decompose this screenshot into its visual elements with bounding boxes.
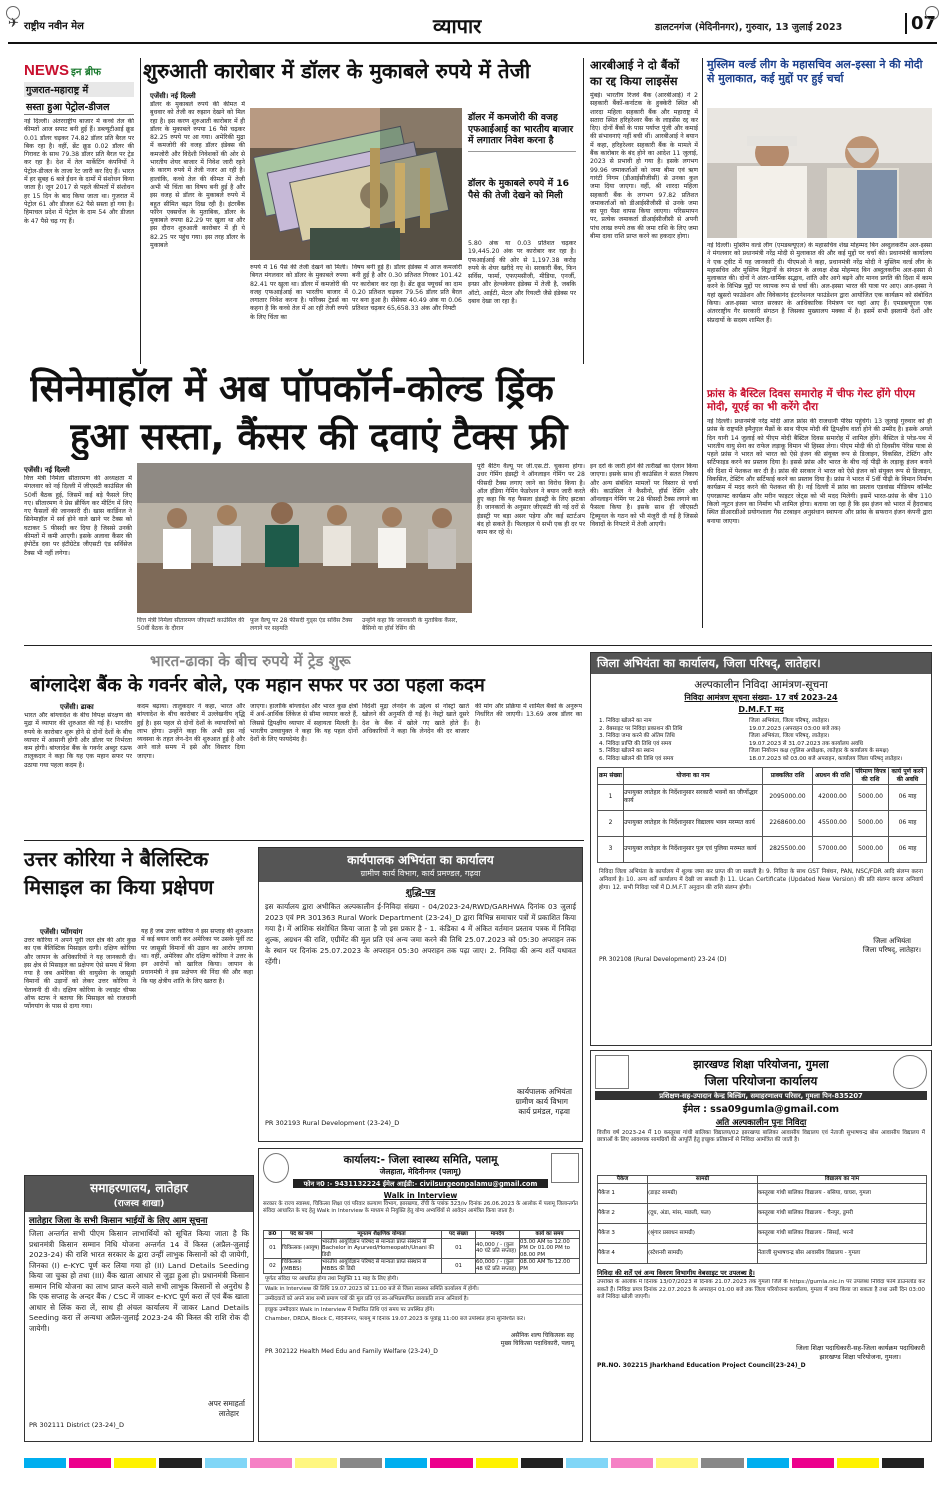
cinema-caption3: उन्होंने कहा कि जानकारी के मुताबिक कैंसर, बैसिनो या हॉर्स रेसिंग की — [362, 617, 458, 632]
rbi-body: मुंबई। भारतीय रिजर्व बैंक (आरबीआई) ने 2 सहकारी बैंकों-कर्नाटक के हुक्केरी स्थित श्री शारदा महिला सहकारी बैंक और महाराष्ट्र में सतारा स्थित हरिहरेश्वर बैंक के लाइसेंस रद्द कर दिए। दोनों बैंकों के पास पर्याप्त पूंजी और कमाई की संभावनाएं नहीं बची थीं। आरबीआई ने बयान में कहा, हरिहरेश्वर सहकारी बैंक के मामले में बैंक कारोबार के बंद होने का आदेश 11 जुलाई, 2023 से प्रभावी हो गया है। इसके लगभग 99.96 जमाकर्ताओं को जमा बीमा एवं ऋण गारंटी निगम (डीआईसीजीसी) से उनका कुल जमा दिया जाएगा। वहीं, श्री शारदा महिला सहकारी बैंक के लगभग 97.82 प्रतिशत जमाकर्ताओं को डीआईसीजीसी से उनके जमा का पूरा पैसा वापस किया जाएगा। परिसमापन पर, प्रत्येक जमाकर्ता डीआईसीजीसी से अपनी पांच लाख रुपये तक की जमा राशि के लिए जमा बीमा दावा राशि प्राप्त करने का हकदार होगा। — [590, 92, 698, 241]
brief-body: नई दिल्ली। अंतरराष्ट्रीय बाजार में कच्चे तेल की कीमतों आज सपाट बनी हुई हैं। डब्ल्यूटीआई क्रूड 0.01 डॉलर चढ़कर 74.82 डॉलर प्रति बैरल पर बिक रहा है। वहीं, ब्रेंट क्रूड 0.02 डॉलर की गिरावट के साथ 79.38 डॉलर प्रति बैरल पर ट्रेड कर रहा है। देश में तेल मार्केटिंग कंपनियों ने पेट्रोल-डीजल के ताजा रेट जारी कर दिए हैं। भारत में हर सुबह 6 बजे ईंधन के दामों में संशोधन किया जाता है। जून 2017 से पहले कीमतों में संशोधन हर 15 दिन के बाद किया जाता था। गुजरात में पेट्रोल 61 और डीजल 62 पैसे सस्ता हो गया है। हिमाचल प्रदेश में पेट्रोल के दाम 54 और डीजल के 47 पैसे चढ़ गए हैं। — [24, 118, 134, 225]
health-signer1: असैनिक शल्य चिकित्सक सह — [510, 1331, 574, 1339]
schedule-key: 3. निविदा जमा करने की अंतिम तिथि — [599, 733, 675, 740]
cinema-caption2: फूल वैल्यू पर 28 फीसदी गुड्स एंड सर्विस टैक्स लगाने पर सहमति — [250, 617, 353, 632]
table-row — [598, 1224, 927, 1244]
gumla-cell: कस्तूरबा गांधी बालिका विद्यालय - बसिया, घाघरा, गुमला — [758, 1184, 927, 1204]
cinema-col2: पूरी बैटिंग वैल्यू पर जी.एस.टी. चुकाना होगा। उधर गेमिंग इंडस्ट्री ने ऑनलाइन गेमिंग पर 28 फीसदी टैक्स लगाए जाने का विरोध किया है। ऑल इंडिया गेमिंग फेडरेशन ने बयान जारी करते हुए कहा कि यह फैसला इंडस्ट्री के लिए झटका है। जानकारों के अनुसार जीएसटी की नई दरों से इंडस्ट्री पर बड़ा असर पड़ेगा और कई स्टार्टअप बंद हो सकते हैं। फिलहाल ये सभी एक ही दर पर काम कर रहे थे। — [477, 463, 585, 537]
zila-cell: उपायुक्त लातेहार के निर्देशानुसार विद्यालय भवन मरम्मत कार्य — [624, 810, 763, 836]
garhwa-signer2: ग्रामीण कार्य विभाग — [515, 1097, 568, 1106]
health-th: पद का नाम — [282, 1231, 322, 1239]
zila-th: क्रम संख्या — [598, 767, 624, 784]
table-row — [598, 836, 927, 862]
zila-pr: PR 302108 (Rural Development) 23-24 (D) — [599, 955, 727, 963]
zila-table — [597, 767, 927, 863]
gumla-title1: झारखण्ड शिक्षा परियोजना, गुमला — [693, 1058, 829, 1071]
samagra-shiksha-logo-icon — [595, 1055, 629, 1089]
collectorate-signer-place: लातेहार — [218, 1409, 239, 1418]
health-cell: चिकित्सक (MBBS) — [282, 1259, 322, 1273]
zila-cell: 5000.00 — [853, 810, 889, 836]
garhwa-signer3: कार्य प्रमंडल, गढ़वा — [518, 1107, 570, 1116]
zila-title: अल्पकालीन निविदा आमंत्रण-सूचना — [694, 679, 828, 691]
health-cell: 40,000 / - (कुल 40 घंटे प्रति सप्ताह) — [476, 1238, 520, 1259]
jharkhand-emblem-icon — [893, 1055, 927, 1089]
gumla-cell: कस्तूरबा गांधी बालिका विद्यालय - सिसई, भरनो — [758, 1224, 927, 1244]
gumla-cell: पैकेज 4 — [598, 1244, 648, 1264]
lead-byline: एजेंसी। नई दिल्ली — [150, 92, 196, 100]
health-cell: 08.00 AM To 12.00 PM — [520, 1259, 580, 1273]
collectorate-notice — [24, 1175, 254, 1442]
jharkhand-emblem-icon — [263, 1153, 289, 1183]
nk-col1: उत्तर कोरिया ने अपने पूर्वी जल क्षेत्र की ओर कुछ का एक बैलिस्टिक मिसाइल दागी। दक्षिण कोरिया और जापान के अधिकारियों ने यह जानकारी दी। इस क्षेत्र से मिसाइल का प्रक्षेपण ऐसे समय में किया गया है जब अमेरिका की वायुसेना के जासूसी विमानों की उड़ानों को लेकर उत्तर कोरिया ने चेतावनी दी थी। दक्षिण कोरिया के ज्वाइंट चीफ्स ऑफ स्टाफ ने बताया कि मिसाइल को राजधानी प्योंगयांग के पास से दागा गया। — [24, 937, 136, 1011]
gumla-cell: (डाइट सामग्री) — [648, 1184, 758, 1204]
zila-cell: 1 — [598, 784, 624, 810]
gumla-signer1: जिला शिक्षा पदाधिकारी-सह-जिला कार्यक्रम पदाधिकारी — [796, 1344, 925, 1353]
collectorate-pr: PR 302111 District (23-24)_D — [29, 1421, 125, 1429]
garhwa-pr: PR 302193 Rural Development (23-24)_D — [265, 1119, 400, 1127]
modi-photo — [707, 108, 932, 238]
schedule-key: 2. वेबसाइट पर निविदा प्रकाशन की तिथि — [599, 725, 683, 732]
table-row — [598, 1244, 927, 1264]
schedule-key: 1. निविदा खोलने का नाम — [599, 718, 652, 724]
nk-col2: यह है जब उत्तर कोरिया ने इस सप्ताह की शुरुआत में कई बयान जारी कर अमेरिका पर उसके पूर्वी तट पर जासूसी विमानों की उड़ान का आरोप लगाया था। वहीं, अमेरिका और दक्षिण कोरिया ने उत्तर के इन आरोपों को खारिज किया। जापान के प्रधानमंत्री ने इस प्रक्षेपण की निंदा की और कहा कि यह क्षेत्रीय शांति के लिए खतरा है। — [141, 928, 253, 985]
zila-cell: 2095000.00 — [763, 784, 813, 810]
health-footer: इच्छुक उम्मीदवार Walk in Interview में निर्धारित तिथि एवं समय पर उपस्थित होंगे। — [265, 1306, 435, 1313]
news-brief — [24, 60, 134, 360]
garhwa-signer1: कार्यपालक अभियंता — [517, 1087, 572, 1096]
health-cell: भारतीय आयुर्विज्ञान परिषद से मान्यता प्राप्त संस्थान से Bachelor in Ayurved/Homeopath/Unani की डिग्री — [322, 1238, 442, 1259]
collectorate-notice-head: लातेहार जिला के सभी किसान भाईयों के लिए आम सूचना — [29, 1216, 208, 1226]
collectorate-header — [25, 1176, 253, 1212]
bird-logo-icon: ✈ — [8, 16, 19, 31]
currency-photo-art — [250, 108, 462, 260]
color-bar — [24, 1458, 924, 1468]
health-table-header — [264, 1231, 580, 1239]
schedule-value: जिला अभियंता, जिला परिषद्, लातेहार। — [749, 718, 830, 724]
garhwa-body: इस कार्यालय द्वारा अभीकित अल्पकालीन ई-निविदा संख्या - 04/2023-24/RWD/GARHWA दिनांक 03 जुलाई 2023 एवं PR 301363 Rural Work Department (23-24)_D द्वारा विभिन्न समाचार पत्रों में प्रकाशित किया गया है। में आंशिक संशोधित किया जाता है जो इस प्रकार है - 1. कंडिका 4 में अंकित वर्तमान प्रस्ताव पत्रक में निविदा शुल्क, अग्रधन की राशि, एग्रीमेंट की मूल प्रति एवं अन्य जमा करने की तिथि 25.07.2023 को 05:30 अपराहन तक के स्थान पर दिनांक 25.07.2023 के अपराहन 05:30 अपराहन तक पढ़ा जाए। 2. निविदा की अन्य शर्तें यथावत रहेंगी। — [265, 902, 576, 966]
health-cell: भारतीय आयुर्विज्ञान परिषद से मान्यता प्राप्त संस्थान से MBBS की डिग्री — [322, 1259, 442, 1273]
list-item — [599, 733, 925, 741]
gumla-address: प्रशिक्षण-सह-उपादान केन्द्र बिल्डिंग, समाहरणालय परिसर, गुमला पिन-835207 — [595, 1091, 927, 1100]
schedule-value: जिला नियोजन कक्ष (पुलिस अधीक्षक, लातेहार के कार्यालय के समक्ष) — [749, 748, 889, 755]
masthead — [8, 12, 937, 44]
gumla-body: उपरोक्त के आलोक में दिनांक 13/07/2023 से दिनांक 21.07.2023 तक गुमला जिले के https://gumla.nic.in पर उपलब्ध निविदा फॉर्म डाउनलोड कर सकते हैं। निविदा प्रपत्र दिनांक 22.07.2023 के अपराहन 01:00 बजे तक जिला परियोजना कार्यालय, गुमला में जमा किया जा सकता है तथा उसी दिन 03:00 बजे निविदा खोली जाएगी। — [597, 1279, 925, 1301]
rbi-headline1: आरबीआई ने दो बैंकों — [590, 58, 680, 72]
bangla-kicker: भारत-ढाका के बीच रुपये में ट्रेड शुरू — [150, 652, 351, 670]
garhwa-notice-head: शुद्धि-पत्र — [405, 888, 436, 898]
schedule-value: 19.07.2023 (अपराहन 03:00 बजे तक) — [749, 725, 841, 732]
lead-col3: विषय बनी हुई है। डॉलर इंडेक्स में आज कमजोरी बनी हुई है और 0.30 प्रतिशत गिरकर 101.42 पर कारोबार कर रहा है। ब्रेंट क्रूड फ्यूचर्स का दाम 0.20 प्रतिशत चढ़कर 79.56 डॉलर प्रति बैरल पर बना हुआ है। सेंसेक्स 40.49 अंक या 0.06 प्रतिशत चढ़कर 65,658.33 अंक और निफ्टी — [352, 264, 462, 313]
garhwa-header — [259, 848, 582, 882]
zila-cell: 5000.00 — [853, 836, 889, 862]
health-cell: 01 — [442, 1259, 476, 1273]
health-cell: 03.00 AM to 12.00 PM Or 01.00 PM to 08.00 PM — [520, 1238, 580, 1259]
health-th: क्र0 — [264, 1231, 282, 1239]
gumla-th: पैकेज — [598, 1176, 648, 1184]
zila-cell: 06 माह — [889, 836, 927, 862]
gumla-cell: (दूध, अंडा, मांस, मछली, फल) — [648, 1204, 758, 1224]
zila-dmft: D.M.F.T मद — [738, 705, 784, 714]
cinema-headline1: सिनेमाहॉल में अब पॉपकॉर्न-कोल्ड ड्रिंक — [30, 367, 554, 410]
bangla-col3: जाएगा। हालांकि बांग्लादेश और भारत कुछ क्षेत्रों में अर्थ-आर्थिक लिंकेज से सीमा व्यापार करते हैं, जिससे द्विपक्षीय व्यापार में सहायता मिलती है। भारतीय उच्चायुक्त ने कहा कि यह पहल दोनों देशों के लिए फायदेमंद है। — [250, 703, 358, 744]
zila-cell: 5000.00 — [853, 784, 889, 810]
gumla-cell: नेताजी सुभाषचन्द्र बोस आवासीय विद्यालय - गुमला — [758, 1244, 927, 1264]
paper-name: राष्ट्रीय नवीन मेल — [24, 21, 84, 32]
health-th: न्यूनतम शैक्षणिक योग्यता — [322, 1231, 442, 1239]
currency-photo — [250, 108, 462, 260]
health-cell: चिकित्सक (आयुष) — [282, 1238, 322, 1259]
gumla-signer2: झारखण्ड शिक्षा परियोजना, गुमला। — [819, 1353, 901, 1362]
list-item — [599, 748, 925, 756]
zila-th: कार्य पूर्ण करने की अवधि — [889, 767, 927, 784]
lead-col1: डॉलर के मुकाबले रुपये की कीमत में बुधवार को तेजी का रुझान देखने को मिल रहा है। इस करण शुरुआती कारोबार में ही डॉलर के मुकाबले रुपया 16 पैसे चढ़कर 82.25 रुपये पर आ गया। अमेरिकी मुद्रा में कमजोरी की वजह डॉलर इंडेक्स की कमजोरी और विदेशी निवेशकों की ओर से भारतीय शेयर बाजार में निवेश जारी रहने के कारण रुपये में तेजी नजर आ रही है। हालांकि, कच्चे तेल की कीमत में तेजी अभी भी चिंता का विषय बनी हुई है और इस वजह से डॉलर के मुकाबले रुपये में बहुत सीमित बढ़त दिख रही है। इंटरबैंक फॉरेन एक्सचेंज के मुताबिक, डॉलर के मुकाबले रुपया 82.29 पर खुला था और इस दौरान शुरुआती कारोबार में ही ये 82.25 पर पहुंच गया। इस तरह डॉलर के मुकाबले — [150, 101, 245, 250]
health-table — [263, 1230, 580, 1274]
health-note4: Walk in Interview की तिथि 19.07.2023 को 11:00 बजे से जिला स्वास्थ्य समिति कार्यालय में होगी। — [259, 1285, 582, 1295]
zila-th: परिमाण विपत्र की राशि — [853, 767, 889, 784]
bangla-headline: बांग्लादेश बैंक के गवर्नर बोले, एक महान सफर पर उठा पहला कदम — [30, 675, 485, 696]
bangla-col1: भारत और बांग्लादेश के बीच विपक्ष संरक्षण की मुद्रा में व्यापार की शुरुआत की गई है। भारतीय रुपये के कारोबार शुरू होने से दोनों देशों के बीच व्यापार में आसानी होगी और डॉलर पर निर्भरता कम होगी। बांग्लादेश बैंक के गवर्नर अब्दुर रऊफ तालुकदार ने कहा कि यह एक महान सफर पर उठाया गया पहला कदम है। — [24, 712, 132, 769]
health-th: पद संख्या — [442, 1231, 476, 1239]
health-address: जेलहाता, मेदिनीनगर (पलामू) — [379, 1167, 462, 1176]
health-cell: 01 — [442, 1238, 476, 1259]
zila-th: प्राक्कलित राशि — [763, 767, 813, 784]
zila-cell: 06 माह — [889, 810, 927, 836]
gumla-cell: कस्तूरबा गांधी बालिका विद्यालय - चैनपुर, डुमरी — [758, 1204, 927, 1224]
modi-photo-art — [707, 108, 932, 238]
health-intro: सरकार के राज्य स्वास्थ्य, चिकित्सा शिक्षा एवं परिवार कल्याण विभाग, झारखण्ड, राँची के पत्रांक 323/iv दिनांक 26.06.2023 के आलोक में पलामू जिलान्तर्गत संविदा आधारित के पद हेतु Walk in Interview के माध्यम से नियुक्ति हेतु योग्य अभ्यर्थियों से आवेदन आमंत्रित किया जाता है। — [263, 1201, 578, 1214]
gumla-intro: वित्तीय वर्ष 2023-24 में 10 कस्तूरबा गांधी बालिका विद्यालय/02 झारखण्ड बालिका आवासीय विद्यालय एवं नेताजी सुभाषचन्द्र बोस आवासीय विद्यालय में छात्राओं के लिए आवश्यक सामग्रियों की आपूर्ति हेतु इच्छुक प्रतिष्ठानों से निविदा आमंत्रित की जाती है। — [597, 1130, 925, 1144]
gumla-table — [597, 1175, 927, 1264]
health-notice — [258, 1148, 583, 1442]
lead-headline: शुरुआती कारोबार में डॉलर के मुकाबले रुपये में तेजी — [143, 59, 531, 83]
gumla-sub-head: निविदा की शर्तें एवं अन्य विवरण विभागीय वेबसाइट पर उपलब्ध है। — [597, 1269, 755, 1278]
nk-headline2: मिसाइल का किया प्रक्षेपण — [24, 875, 214, 899]
schedule-value: 18.07.2023 को 03.00 बजे अपराहन, कार्यालय जिला परिषद् लातेहार। — [749, 755, 903, 762]
schedule-key: 4. निविदा प्राप्ति की तिथि एवं समय — [599, 740, 672, 747]
brief-head1: गुजरात-महाराष्ट्र में — [24, 82, 134, 97]
gumla-notice-head: अति अल्पकालीन पुनः निविदा — [715, 1118, 807, 1128]
bangla-byline: एजेंसी। ढाका — [60, 703, 94, 711]
collectorate-subtitle: (राजस्व शाखा) — [113, 1199, 165, 1209]
table-row — [598, 784, 927, 810]
gumla-th: सामग्री — [648, 1176, 758, 1184]
health-th: कार्य का समय — [520, 1231, 580, 1239]
list-item — [599, 718, 925, 726]
health-note5: उम्मीदवारों को अपने साथ सभी प्रमाण पत्रों की मूल प्रति एवं स्व-अभिप्रमाणित छायाप्रति लाना अनिवार्य है। — [259, 1295, 582, 1305]
zila-cell: 2268600.00 — [763, 810, 813, 836]
zila-cell: उपायुक्त लातेहार के निर्देशानुसार पुल एवं पुलिया मरम्मत कार्य — [624, 836, 763, 862]
gumla-title2: जिला परियोजना कार्यालय — [704, 1074, 818, 1088]
gumla-cell: पैकेज 3 — [598, 1224, 648, 1244]
schedule-key: 6. निविदा खोलने की तिथि एवं समय — [599, 755, 674, 762]
news-badge: NEWS — [24, 62, 69, 79]
zila-cell: 2825500.00 — [763, 836, 813, 862]
collectorate-signer: अपर समाहर्ता — [207, 1399, 245, 1408]
zila-table-header — [598, 767, 927, 784]
cinema-caption1: वित्त मंत्री निर्मला सीतारमण जीएसटी काउंसिल की 50वीं बैठक के दौरान — [137, 617, 245, 632]
gumla-cell: पैकेज 1 — [598, 1184, 648, 1204]
modi-headline: मुस्लिम वर्ल्ड लीग के महासचिव अल-इस्सा ने की मोदी से मुलाकात, कई मुद्दों पर हुई चर्चा — [707, 58, 923, 85]
registration-mark — [6, 6, 20, 20]
health-signer2: मुख्य चिकित्सा पदाधिकारी, पलामू — [500, 1339, 574, 1347]
france-body: नई दिल्ली। प्रधानमंत्री नरेंद्र मोदी आज फ्रांस की राजधानी पेरिस पहुंचेंगे। 13 जुलाई गुरुवार को ही फ्रांस के राष्ट्रपति इमैनुएल मैक्रों के साथ पीएम मोदी की द्विपक्षीय वार्ता होने की उम्मीद है। इसके अगले दिन यानी 14 जुलाई को पीएम मोदी बैस्टिल दिवस समारोह में शामिल होंगे। बैस्टिल डे परेड-पथ में भारतीय वायु सेना का राफेल लड़ाकू विमान भी हिस्सा लेगा। पीएम मोदी की दो दिवसीय पेरिस यात्रा से पहले फ्रांस ने भारत को भारत को ऐसे इंजन की संयुक्त रूप से डिजाइन, विकसित, टेस्टिंग और सर्टिफाइड करने का प्रस्ताव दिया है। इससे फ्रांस और भारत के बीच नई पीढ़ी के लड़ाकू इंजन बनाने की दिशा में पेशकश कर दी है। फ्रांस की सरकार ने भारत को ऐसे इंजन को संयुक्त रूप से डिजाइन, विकसित, टेस्टिंग और सर्टिफाई करने का प्रस्ताव दिया है। फ्रांस ने भारत में 5वीं पीढ़ी के विमान निर्माण कार्यक्रम में मदद करने की पेशकश की है। नई दिल्ली में फ्रांस का प्रस्ताव एडवांस्ड मीडियम कॉम्बैट एयरक्राफ्ट कार्यक्रम और मरीन फाइटर जेट्स को भी मदद मिलेगी। इसमें भारत-फ्रांस के बीच 110 किलो न्यूटन इंजन का निर्माण भी शामिल होगा। बताया जा रहा है कि इस इंजन को भारत में हैदराबाद स्थित डीआरडीओ प्रयोगशाला गैस टरबाइन अनुसंधान स्थापना और फ्रांस के सफरान इंजन कंपनी द्वारा बनाया जाएगा। — [707, 418, 932, 525]
cinema-byline: एजेंसी। नई दिल्ली — [24, 466, 70, 474]
zila-cell: 2 — [598, 810, 624, 836]
table-row — [598, 1184, 927, 1204]
registration-mark — [925, 6, 939, 20]
gumla-cell: (स्टेशनरी सामग्री) — [648, 1244, 758, 1264]
bangla-col2: कदम बढ़ाया। तालुकदार ने कहा, भारत और बांग्लादेश के बीच कारोबार में उल्लेखनीय वृद्धि हुई है। इस पहल से दोनों देशों के व्यापारियों को लाभ होगा। उन्होंने कहा कि अभी इस नई व्यवस्था के तहत लेन-देन की शुरुआत हुई है और आने वाले समय में इसे और विस्तार दिया जाएगा। — [137, 703, 245, 760]
france-headline: फ्रांस के बैस्टिल दिवस समारोह में चीफ गेस्ट होंगे पीएम मोदी, यूएई का भी करेंगे दौरा — [707, 388, 916, 413]
cinema-headline2: हुआ सस्ता, कैंसर की दवाएं टैक्स फ्री — [70, 415, 568, 458]
section-title: व्यापार — [433, 14, 482, 38]
nk-byline: एजेंसी। प्योंगयांग — [40, 928, 83, 936]
gumla-table-header — [598, 1176, 927, 1184]
lead-col2: रुपये में 16 पैसे की तेजी देखने को मिली। बिगत मंगलवार को डॉलर के मुकाबले रुपया 82.41 पर खुला था। डॉलर में कमजोरी की वजह एफआईआई का भारतीय बाजार में लगातार निवेश करना है। फॉरेक्स ट्रेडर्स का कहना है कि कच्चे तेल में आ रही तेजी रुपये के लिए चिंता का — [250, 264, 348, 321]
schedule-value: 19.07.2023 से 31.07.2023 तक कार्यालय अवधि — [749, 740, 863, 747]
zila-notice — [590, 652, 932, 1046]
gumla-pr: PR.NO. 302215 Jharkhand Education Project Council(23-24)_D — [597, 1362, 806, 1370]
health-notice-head: Walk in Interview — [383, 1191, 458, 1200]
cinema-col3: इन दरों के जारी होने की तारीखों का ऐलान किया जाएगा। इसके साथ ही काउंसिल ने सतत निकाय और अन्य संबंधित मामलों पर विस्तार से चर्चा की। काउंसिल ने कैसीनो, हॉर्स रेसिंग और ऑनलाइन गेमिंग पर 28 फीसदी टैक्स लगाने का फैसला किया है। इसके साथ ही जीएसटी ट्रिब्यूनल के गठन को भी मंजूरी दी गई है जिससे विवादों के निपटारे में तेजी आएगी। — [590, 463, 698, 529]
garhwa-notice — [258, 847, 583, 1142]
zila-cell: 45500.00 — [813, 810, 853, 836]
gumla-th: विद्यालय का नाम — [758, 1176, 927, 1184]
page-number: 07 — [905, 13, 936, 34]
list-item — [599, 756, 925, 764]
zila-signer2: जिला परिषद्, लातेहार। — [862, 945, 921, 954]
nk-headline1: उत्तर कोरिया ने बैलिस्टिक — [24, 847, 209, 871]
brief-head2: सस्ता हुआ पेट्रोल-डीजल — [24, 99, 134, 115]
garhwa-title2: ग्रामीण कार्य विभाग, कार्य प्रमण्डल, गढ़वा — [360, 869, 481, 878]
gst-meeting-photo — [137, 463, 472, 613]
health-chamber: Chamber, DRDA, Block C, मेदिनीनगर, पलामू में दिनांक 19.07.2023 के पूर्वाह्न 11:00 बजे उपस्थित होना सुनिश्चित करें। — [265, 1315, 525, 1322]
lead-pull1: डॉलर में कमजोरी की वजह एफआईआई का भारतीय बाजार में लगातार निवेश करना है — [468, 112, 576, 152]
nhm-logo-icon — [551, 1153, 579, 1183]
gumla-email: ईमेल : ssa09gumla@gmail.com — [682, 1104, 840, 1115]
cinema-col1: वित्त मंत्री निर्मला सीतारमण की अध्यक्षता में मंगलवार को नई दिल्ली में जीएसटी काउंसिल की 50वीं बैठक हुई, जिसमें कई बड़े फैसले लिए गए। सीतारमण ने प्रेस ब्रीफिंग कर मीटिंग में लिए गए फैसलों की जानकारी दी। खास कार्डिनल ने सिनेमाहॉल में सर्व होने वाले खाने पर टैक्स को घटाकर 5 फीसदी कर दिया है जिससे उनकी कीमतों में कमी आएगी। इसके अलावा कैंसर की इंपोर्टेड दवा पर इंटीग्रेटेड जीएसटी एंड सर्विसेज टैक्स भी नहीं लगेगा। — [24, 475, 132, 557]
bangla-col4: विदेशी मुद्रा लेनदेन के उद्देश्य से नोस्ट्रो खाते खोलने की अनुमति दी गई है। नेस्ट्रो खाते दूसरे देश के बैंक में खोले गए खाते होते हैं। अधिकारियों ने कहा कि लेनदेन की दर बाजार की मांग और प्रक्रिया में शामिल बैंकों के अनुरूप निर्धारित की जाएगी। 13.69 अरब डॉलर का है। — [362, 703, 582, 735]
table-row — [264, 1259, 580, 1273]
health-pr: PR 302122 Health Med Edu and Family Welfare (23-24)_D — [265, 1347, 438, 1355]
rbi-headline2: का रद्द किया लाइसेंस — [590, 74, 678, 88]
lead-col4: 5.80 अंक या 0.03 प्रतिशत चढ़कर 19,445.20 अंक पर कारोबार कर रहा है। एफआईआई की ओर से 1,197.38 करोड़ रुपये के शेयर खरीदे गए थे। सरकारी बैंक, फिन सर्विस, फार्मा, एफएमसीजी, मीडिया, एनर्जी, इन्फ्रा और हेल्थकेयर इंडेक्स में तेजी है, जबकि ऑटो, आईटी, मेटल और रियल्टी जैसे इंडेक्स पर दबाव देखा जा रहा है। — [468, 240, 576, 306]
gumla-notice — [590, 1050, 932, 1442]
table-row — [598, 810, 927, 836]
zila-cell: 57000.00 — [813, 836, 853, 862]
gst-meeting-art — [137, 463, 472, 613]
modi-body: नई दिल्ली। मुस्लिम वर्ल्ड लीग (एमडब्ल्यूएल) के महासचिव शेख मोहम्मद बिन अब्दुलकरीम अल-इस्सा ने मंगलवार को प्रधानमंत्री नरेंद्र मोदी से मुलाकात की और कई मुद्दों पर चर्चा की। प्रधानमंत्री कार्यालय ने एक ट्वीट में यह जानकारी दी। पीएमओ ने कहा, प्रधानमंत्री नरेंद्र मोदी ने मुस्लिम वर्ल्ड लीग के महासचिव और मुस्लिम विद्वानों के संगठन के अध्यक्ष शेख मोहम्मद बिन अब्दुलकरीम अल-इस्सा से मुलाकात की। दोनों ने अंतर-धार्मिक सद्भाव, शांति और आगे बढ़ने और मानव प्रगति की दिशा में काम करने के विभिन्न मुद्दों पर व्यापक रूप से चर्चा की। अल-इस्सा भारत की यात्रा पर आए। अल-इस्सा ने यहां खुसरो फाउंडेशन और विवेकानंद इंटरनेशनल फाउंडेशन द्वारा आयोजित एक कार्यक्रम को संबोधित किया। अल-इस्सा भारत सरकार के आधिकारिक निमंत्रण पर यहां आए हैं। एमडब्ल्यूएल एक अंतरराष्ट्रीय गैर सरकारी संगठन है जिसका मुख्यालय मक्का में है। इसमें सभी इस्लामी देशों और संप्रदायों के सदस्य शामिल हैं। — [707, 242, 932, 324]
garhwa-title1: कार्यपालक अभियंता का कार्यालय — [347, 853, 494, 867]
health-cell: 01 — [264, 1238, 282, 1259]
zila-schedule — [599, 718, 925, 764]
table-row — [598, 1204, 927, 1224]
table-row — [264, 1238, 580, 1259]
schedule-value: जिला अभियंता, जिला परिषद्, लातेहार। — [749, 733, 830, 740]
news-badge-sub: इन ब्रीफ — [71, 67, 101, 78]
health-cell: 02 — [264, 1259, 282, 1273]
zila-th: योजना का नाम — [624, 767, 763, 784]
collectorate-title: समाहरणालय, लातेहार — [90, 1181, 188, 1195]
collectorate-body: जिला अन्तर्गत सभी पीएम किसान लाभार्थियों को सूचित किया जाता है कि प्रधानमंत्री किसान सम्मान निधि योजना अन्तर्गत 14 वें किस्त (अप्रैल-जुलाई 2023-24) की राशि भारत सरकार के द्वारा उन्हीं लाभुक किसानों को दी जायेगी, जिनका (I) e-KYC पूर्ण कर लिया गया हो (II) Land Details Seeding किया जा चुका हो तथा (III) बैंक खाता आधार से जुड़ा हुआ हो। प्रधानमंत्री किसान सम्मान निधि योजना का लाभ प्राप्त करने वाले सभी लाभुक किसानों से अनुरोध है कि एक सप्ताह के अन्दर बैंक / CSC में जाकर e-KYC पूर्ण करा लें एवं बैंक खाता आधार से लिंक करा लें, साथ ही अंचल कार्यालय में जाकर Land Details Seeding करा लें अन्यथा अप्रैल-जुलाई 2023-24 की किस्त की राशि रोक दी जायेगी। — [29, 1229, 249, 1333]
zila-cell: 42000.00 — [813, 784, 853, 810]
zila-cell: 3 — [598, 836, 624, 862]
health-th: मानदेय — [476, 1231, 520, 1239]
lead-pull2: डॉलर के मुकाबले रुपये में 16 पैसे की तेजी देखने को मिली — [468, 178, 570, 201]
zila-th: अग्रधन की राशि — [813, 767, 853, 784]
gumla-cell: पैकेज 2 — [598, 1204, 648, 1224]
health-title: कार्यालय:- जिला स्वास्थ्य समिति, पलामू — [343, 1154, 498, 1166]
zila-notes: निविदा जिला अभियंता के कार्यालय में शुल्क जमा कर प्राप्त की जा सकती है। 9. निविदा के साथ GST निबंधन, PAN, NSC/FDR आदि संलग्न करना अनिवार्य है। 10. अन्य शर्तें कार्यालय में देखी जा सकती हैं। 11. Ucan Certificate (Updated New Version) की प्रति संलग्न करना अनिवार्य होगा। 12. सभी निविदा पत्रों में D.M.F.T अनुदान की राशि संलग्न होगी। — [599, 868, 923, 891]
zila-subtitle: निविदा आमंत्रण सूचना संख्या- 17 वर्ष 2023-24 — [684, 693, 838, 702]
zila-signer1: जिला अभियंता — [873, 936, 911, 945]
health-note3: पूर्णतः संविदा पर आधारित होगा तथा नियुक्ति 11 माह के लिए होगी। — [259, 1275, 582, 1285]
gumla-cell: (श्रृंगार प्रसाधन सामग्री) — [648, 1224, 758, 1244]
zila-cell: 06 माह — [889, 784, 927, 810]
schedule-key: 5. निविदा खोलने का स्थान — [599, 748, 654, 755]
zila-header: जिला अभियंता का कार्यालय, जिला परिषद्, लातेहार। — [591, 653, 931, 674]
health-contact: फोन न0 :- 9431132224 ईमेल आईडी:- civilsurgeonpalamu@gmail.com — [293, 1179, 548, 1188]
health-cell: 60,000 / - (कुल 48 घंटे प्रति सप्ताह) — [476, 1259, 520, 1273]
dateline: डालटनगंज (मेदिनीनगर), गुरुवार, 13 जुलाई 2023 — [655, 22, 843, 33]
zila-cell: उपायुक्त लातेहार के निर्देशानुसार सरकारी भवनों का जीर्णोद्धार कार्य — [624, 784, 763, 810]
